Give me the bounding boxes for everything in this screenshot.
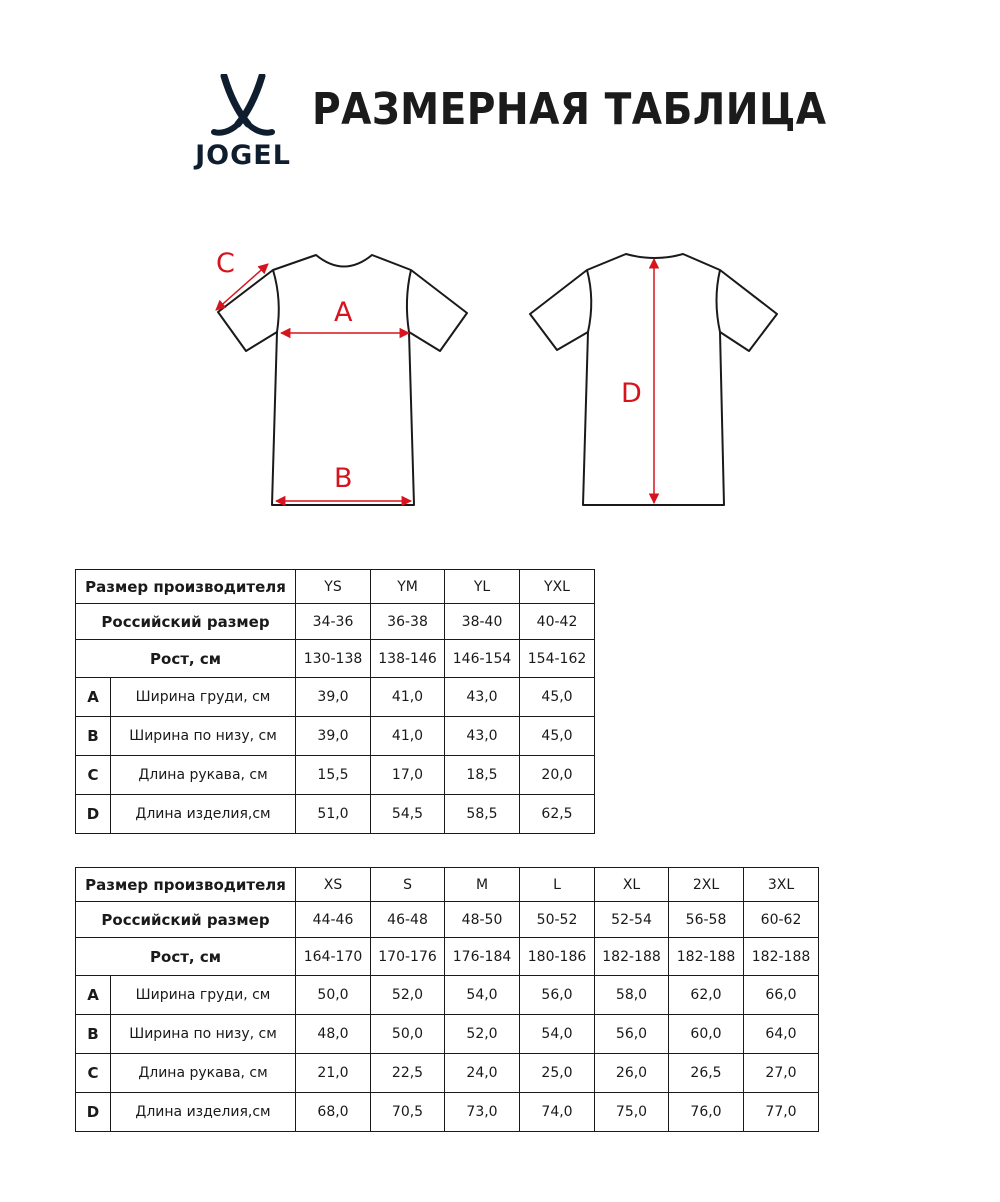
table-row [76,795,595,834]
table-row [76,604,595,640]
russian-size-cell: 48-50 [445,902,520,938]
table-row [76,1093,819,1132]
value-cell: 52,0 [445,1015,520,1054]
value-cell: 26,0 [595,1054,669,1093]
value-cell: 43,0 [445,717,520,756]
value-cell: 22,5 [371,1054,445,1093]
measure-letter: D [76,795,111,834]
height-cell: 180-186 [520,938,595,976]
value-cell: 39,0 [296,717,371,756]
value-cell: 50,0 [296,976,371,1015]
measure-letter: A [76,976,111,1015]
label-c: C [216,248,235,279]
brand-name: JOGEL [195,140,291,171]
measure-label: Ширина по низу, см [111,1015,296,1054]
measure-label: Длина рукава, см [111,1054,296,1093]
page-title: РАЗМЕРНАЯ ТАБЛИЦА [312,84,827,135]
height-cell: 146-154 [445,640,520,678]
height-cell: 182-188 [669,938,744,976]
table-row [76,717,595,756]
size-cell: XS [296,868,371,902]
value-cell: 27,0 [744,1054,819,1093]
value-cell: 50,0 [371,1015,445,1054]
logo-mark-icon [186,74,300,138]
value-cell: 62,5 [520,795,595,834]
height-cell: 176-184 [445,938,520,976]
measure-letter: A [76,678,111,717]
table-row [76,756,595,795]
value-cell: 58,5 [445,795,520,834]
height-cell: 164-170 [296,938,371,976]
measure-label: Ширина груди, см [111,976,296,1015]
table-row [76,938,819,976]
value-cell: 24,0 [445,1054,520,1093]
label-b: B [334,463,353,494]
row-label-russian: Российский размер [76,902,296,938]
measure-letter: B [76,717,111,756]
value-cell: 56,0 [520,976,595,1015]
size-cell: YL [445,570,520,604]
size-cell: L [520,868,595,902]
value-cell: 56,0 [595,1015,669,1054]
size-cell: 2XL [669,868,744,902]
measure-label: Длина рукава, см [111,756,296,795]
height-cell: 138-146 [371,640,445,678]
measure-label: Длина изделия,см [111,795,296,834]
value-cell: 70,5 [371,1093,445,1132]
table-row [76,976,819,1015]
russian-size-cell: 40-42 [520,604,595,640]
table-row [76,1015,819,1054]
value-cell: 48,0 [296,1015,371,1054]
row-label-height: Рост, см [76,640,296,678]
table-row [76,640,595,678]
russian-size-cell: 50-52 [520,902,595,938]
value-cell: 41,0 [371,678,445,717]
russian-size-cell: 56-58 [669,902,744,938]
height-cell: 182-188 [744,938,819,976]
value-cell: 74,0 [520,1093,595,1132]
height-cell: 182-188 [595,938,669,976]
value-cell: 45,0 [520,717,595,756]
value-cell: 77,0 [744,1093,819,1132]
value-cell: 45,0 [520,678,595,717]
russian-size-cell: 46-48 [371,902,445,938]
table-row [76,570,595,604]
measure-label: Длина изделия,см [111,1093,296,1132]
value-cell: 66,0 [744,976,819,1015]
value-cell: 73,0 [445,1093,520,1132]
russian-size-cell: 38-40 [445,604,520,640]
table-row [76,1054,819,1093]
size-cell: YXL [520,570,595,604]
row-label-height: Рост, см [76,938,296,976]
size-cell: XL [595,868,669,902]
height-cell: 170-176 [371,938,445,976]
russian-size-cell: 52-54 [595,902,669,938]
value-cell: 76,0 [669,1093,744,1132]
value-cell: 26,5 [669,1054,744,1093]
value-cell: 75,0 [595,1093,669,1132]
kids-size-table [75,569,595,834]
measure-letter: D [76,1093,111,1132]
value-cell: 17,0 [371,756,445,795]
table-row [76,678,595,717]
value-cell: 18,5 [445,756,520,795]
russian-size-cell: 36-38 [371,604,445,640]
value-cell: 54,0 [445,976,520,1015]
measure-letter: C [76,1054,111,1093]
value-cell: 54,5 [371,795,445,834]
measure-label: Ширина по низу, см [111,717,296,756]
measure-letter: B [76,1015,111,1054]
value-cell: 62,0 [669,976,744,1015]
size-cell: M [445,868,520,902]
label-d: D [621,378,642,409]
row-label-russian: Российский размер [76,604,296,640]
adult-size-table [75,867,819,1132]
brand-logo [186,74,300,170]
value-cell: 39,0 [296,678,371,717]
size-cell: S [371,868,445,902]
label-a: A [334,297,353,328]
russian-size-cell: 34-36 [296,604,371,640]
russian-size-cell: 60-62 [744,902,819,938]
size-cell: YS [296,570,371,604]
value-cell: 15,5 [296,756,371,795]
value-cell: 21,0 [296,1054,371,1093]
value-cell: 64,0 [744,1015,819,1054]
size-cell: YM [371,570,445,604]
value-cell: 68,0 [296,1093,371,1132]
value-cell: 51,0 [296,795,371,834]
value-cell: 25,0 [520,1054,595,1093]
row-label-manufacturer: Размер производителя [76,868,296,902]
value-cell: 54,0 [520,1015,595,1054]
value-cell: 52,0 [371,976,445,1015]
value-cell: 41,0 [371,717,445,756]
row-label-manufacturer: Размер производителя [76,570,296,604]
measure-label: Ширина груди, см [111,678,296,717]
value-cell: 58,0 [595,976,669,1015]
tshirt-diagram [200,235,800,519]
table-row [76,868,819,902]
value-cell: 43,0 [445,678,520,717]
russian-size-cell: 44-46 [296,902,371,938]
size-cell: 3XL [744,868,819,902]
height-cell: 130-138 [296,640,371,678]
value-cell: 60,0 [669,1015,744,1054]
table-row [76,902,819,938]
measure-letter: C [76,756,111,795]
height-cell: 154-162 [520,640,595,678]
value-cell: 20,0 [520,756,595,795]
